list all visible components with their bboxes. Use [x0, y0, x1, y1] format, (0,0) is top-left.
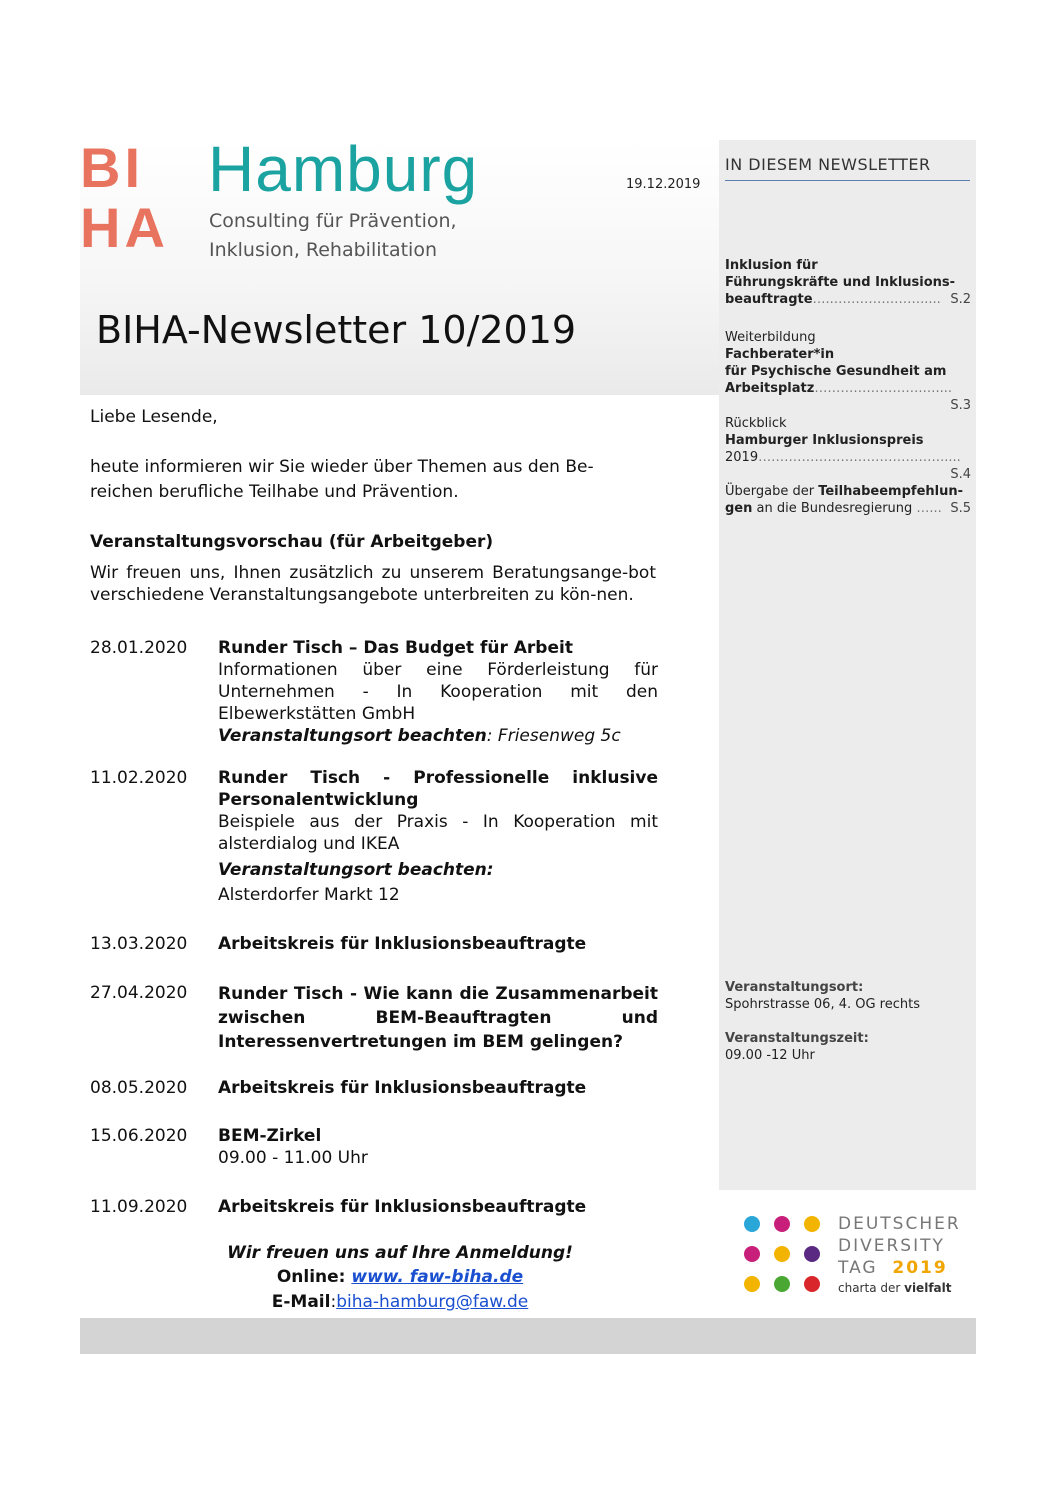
event-1-venue-value: : Friesenweg 5c: [486, 726, 621, 746]
charta-text: [838, 1281, 951, 1295]
email-line: [80, 1290, 720, 1315]
toc-4-dots: …...: [912, 501, 942, 516]
charta-b: vielfalt: [904, 1281, 952, 1295]
toc-1-line-3: beauftragte: [725, 292, 813, 307]
toc-item-4[interactable]: [725, 483, 971, 517]
event-1-date: 28.01.2020: [90, 638, 188, 658]
event-4-date: 27.04.2020: [90, 983, 188, 1003]
toc-1-dots: …..…….…….…….....: [812, 292, 941, 307]
toc-4-bold-b: gen: [725, 501, 753, 516]
toc-3-line-1: Hamburger Inklusionspreis: [725, 433, 924, 448]
email-link[interactable]: biha-hamburg@faw.de: [336, 1292, 529, 1312]
toc-3-page: S.4: [950, 467, 971, 482]
logo-bi: BI: [80, 136, 144, 199]
diversity-dot: [804, 1216, 820, 1232]
toc-4-page: S.5: [950, 501, 971, 516]
toc-4-bold-a: Teilhabeempfehlun-: [818, 484, 963, 499]
event-6-desc: 09.00 - 11.00 Uhr: [218, 1148, 368, 1168]
event-2: [218, 767, 658, 907]
toc-4-pre: Übergabe der: [725, 484, 819, 499]
diversity-dot: [774, 1216, 790, 1232]
event-2-venue-label: Veranstaltungsort beachten:: [218, 860, 494, 880]
sidebar-heading: IN DIESEM NEWSLETTER: [725, 155, 931, 174]
event-3-date: 13.03.2020: [90, 934, 188, 954]
toc-item-3[interactable]: [725, 415, 971, 483]
online-line: [80, 1265, 720, 1290]
event-2-venue-value: Alsterdorfer Markt 12: [218, 885, 400, 905]
closing-text: Wir freuen uns auf Ihre Anmeldung!: [227, 1243, 573, 1263]
toc-3-dots: …………………………………….....: [758, 450, 961, 465]
time-label: Veranstaltungszeit:: [725, 1031, 869, 1046]
diversity-year: 2019: [892, 1258, 948, 1278]
event-3-title: Arbeitskreis für Inklusionsbeauftragte: [218, 934, 587, 954]
email-sep: :: [330, 1292, 337, 1312]
toc-item-2[interactable]: [725, 329, 971, 414]
toc-2-line-3: Arbeitsplatz: [725, 381, 815, 396]
event-7-date: 11.09.2020: [90, 1197, 188, 1217]
event-2-date: 11.02.2020: [90, 768, 188, 788]
event-2-desc: Beispiele aus der Praxis - In Kooperation mit alsterdialog und IKEA: [218, 812, 658, 854]
page-title: BIHA-Newsletter 10/2019: [96, 308, 577, 352]
event-7-title: Arbeitskreis für Inklusionsbeauftragte: [218, 1197, 587, 1217]
diversity-dot: [744, 1246, 760, 1262]
diversity-line-3: TAG: [838, 1258, 878, 1278]
diversity-dot: [804, 1246, 820, 1262]
sidebar-divider: [725, 180, 970, 181]
toc-2-page: S.3: [950, 398, 971, 413]
email-label: E-Mail: [271, 1292, 331, 1312]
toc-2-line-2: für Psychische Gesundheit am: [725, 364, 947, 379]
diversity-dot: [744, 1216, 760, 1232]
diversity-dot: [774, 1246, 790, 1262]
biha-logo: [80, 133, 535, 265]
logo-subtitle-2: Inklusion, Rehabilitation: [209, 239, 437, 261]
time-value: 09.00 -12 Uhr: [725, 1048, 815, 1063]
diversity-dot: [804, 1276, 820, 1292]
intro-line-1: heute informieren wir Sie wieder über Themen aus den Be-: [90, 457, 594, 477]
diversity-dot: [744, 1276, 760, 1292]
toc-3-pre: Rückblick: [725, 416, 787, 431]
section-heading: Veranstaltungsvorschau (für Arbeitgeber): [90, 532, 494, 552]
venue-value: Spohrstrasse 06, 4. OG rechts: [725, 997, 920, 1012]
toc-2-dots: …………………….…....: [814, 381, 952, 396]
event-1: [218, 637, 658, 747]
toc-1-line-2: Führungskräfte und Inklusions-: [725, 275, 956, 290]
event-1-title: Runder Tisch – Das Budget für Arbeit: [218, 638, 573, 658]
website-link[interactable]: www. faw-biha.de: [351, 1267, 524, 1287]
toc-4-after: an die Bundesregierung: [752, 501, 913, 516]
logo-hamburg: Hamburg: [208, 133, 479, 205]
diversity-dot: [774, 1276, 790, 1292]
greeting: Liebe Lesende,: [90, 407, 218, 427]
event-1-desc: Informationen über eine Förderleistung für Unternehmen - In Kooperation mit den Elbewerkstätten GmbH: [218, 660, 658, 724]
event-4-title: Runder Tisch - Wie kann die Zusammenarbeit zwischen BEM-Beauftragten und Interessenvertretungen im BEM gelingen?: [218, 984, 658, 1052]
intro-line-2: reichen berufliche Teilhabe und Prävention.: [90, 482, 459, 502]
venue-label: Veranstaltungsort:: [725, 980, 864, 995]
toc-2-line-1: Fachberater*in: [725, 347, 835, 362]
event-6: [218, 1125, 658, 1169]
toc-2-pre: Weiterbildung: [725, 330, 816, 345]
toc-1-line-1: Inklusion für: [725, 258, 818, 273]
event-6-title: BEM-Zirkel: [218, 1126, 322, 1146]
toc-1-page: S.2: [950, 292, 971, 307]
diversity-line-1: DEUTSCHER: [838, 1214, 961, 1234]
online-label: Online:: [276, 1267, 352, 1287]
event-6-date: 15.06.2020: [90, 1126, 188, 1146]
event-5-date: 08.05.2020: [90, 1078, 188, 1098]
venue-info: [725, 979, 971, 1064]
footer-band: [80, 1318, 976, 1354]
event-1-venue-label: Veranstaltungsort beachten: [218, 726, 487, 746]
event-2-title: Runder Tisch - Professionelle inklusive Personalentwicklung: [218, 768, 658, 810]
section-text: Wir freuen uns, Ihnen zusätzlich zu unserem Beratungsange-bot verschiedene Veranstaltungsangebote unterbreiten zu kön-nen.: [90, 563, 656, 605]
logo-subtitle-1: Consulting für Prävention,: [209, 210, 457, 232]
diversity-line-2: DIVERSITY: [838, 1236, 945, 1256]
event-5-title: Arbeitskreis für Inklusionsbeauftragte: [218, 1078, 587, 1098]
charta-a: charta der: [838, 1281, 905, 1295]
toc-3-tail: 2019: [725, 450, 759, 465]
newsletter-date: 19.12.2019: [626, 177, 701, 192]
logo-ha: HA: [80, 196, 169, 259]
diversity-day-logo: [740, 1210, 960, 1300]
toc-item-1[interactable]: [725, 257, 971, 308]
